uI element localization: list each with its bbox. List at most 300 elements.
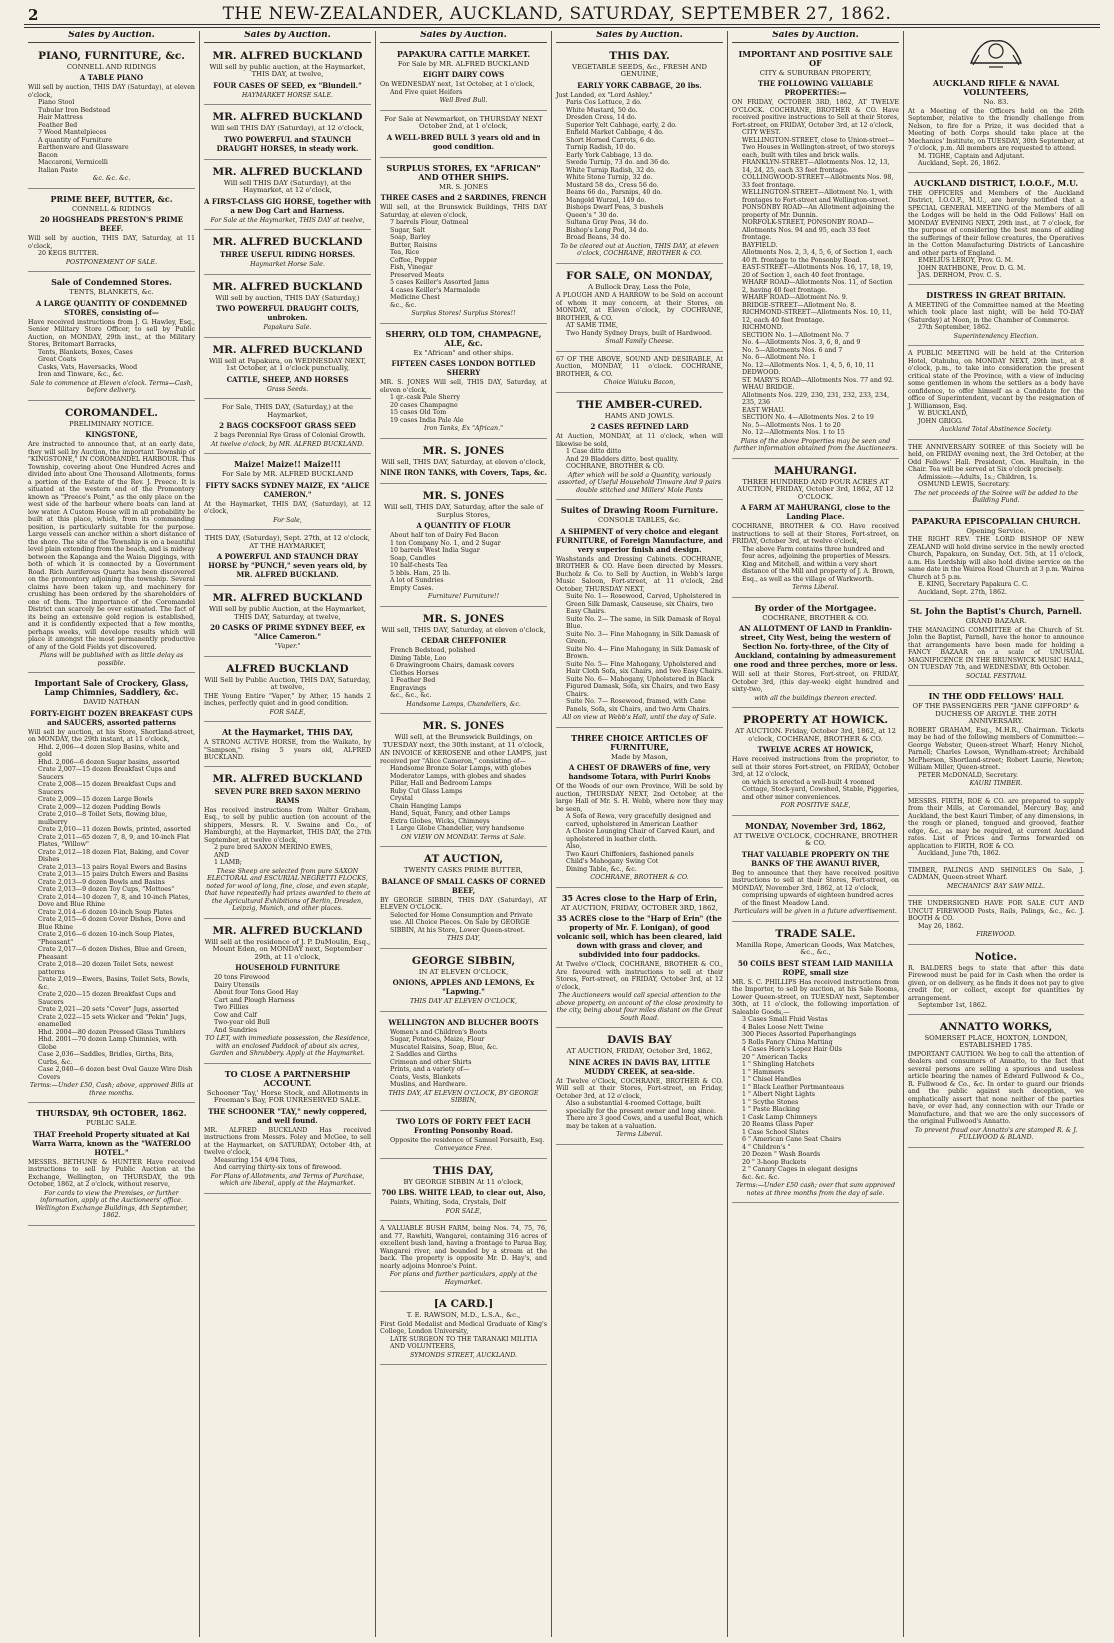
ad-heading: PRIME BEEF, BUTTER, &c. [50, 193, 173, 204]
list-item: 2 bags Perennial Rye Grass of Colonial Growth. [214, 432, 366, 439]
advertisement [556, 502, 723, 728]
list-item: Muslins, and Hardware. [390, 1081, 468, 1088]
list-item: Hand, Squat, Fancy, and other Lamps [390, 810, 511, 817]
advertisement [204, 162, 371, 231]
ad-subheading: For Sale by MR. ALFRED BUCKLAND [397, 59, 530, 68]
ad-lead: SEVEN PURE BRED SAXON MERINO RAMS [214, 786, 361, 805]
list-item: Dairy Utensils [214, 981, 260, 989]
advertisement [380, 326, 547, 439]
ad-item-list [380, 912, 547, 935]
ad-heading: MR. ALFRED BUCKLAND [212, 343, 363, 356]
list-item: Women's and Children's Boots [390, 1028, 488, 1036]
advertisement [28, 1105, 195, 1226]
ad-heading: MR. ALFRED BUCKLAND [212, 924, 363, 937]
ad-body: Washstands and Dressing Cabinets. COCHRANE, BROTHER & CO. Have been directed by Messrs. Bucholz & Co. to Sell by Auction, in Webb's large Music Saloon, Fort-street, at 11 o'clock, 2nd October, THURSDAY NEXT, [556, 555, 723, 593]
ad-body: Have received instructions from J. G. Hawley, Esq., Senior Military Store Officer, to sell by Public Auction, on MONDAY, 29th inst., at the Military Stores, Britomart Barracks, [28, 318, 195, 348]
ad-body: A PLOUGH AND A HARROW to be Sold on account of whom it may concern, at their Stores, on MONDAY, at Eleven o'clock, by COCHRANE, BROTHER, & CO. [556, 292, 723, 322]
list-item: comprising upwards of eighteen hundred acres of the finest Meadow Land. [742, 892, 894, 907]
ad-body: At Twelve o'Clock, COCHRANE, BROTHER & CO., Are favoured with instructions to sell at their Stores, Fort-street, on FRIDAY, October 3rd, at 12 o'clock, [556, 961, 723, 991]
list-item: Bishops Dwarf Peas, 3 bushels [566, 204, 664, 211]
ad-heading: 35 Acres close to the Harp of Erin, [561, 892, 718, 903]
list-item: OSMUND LEWIS, Secretary. [918, 481, 1010, 488]
list-item: White Stone Turnip, 32 do. [566, 174, 653, 181]
ad-item-list [556, 99, 723, 242]
ad-subheading: Will Sell by Public Auction, THIS DAY, Saturday, at twelve, [204, 675, 371, 691]
list-item: Enfield Market Cabbage, 4 do. [566, 129, 664, 136]
ad-item-list [380, 1199, 547, 1207]
list-item: 20 Reams Glass Paper [742, 1121, 814, 1128]
ad-body: ON FRIDAY, OCTOBER 3RD, 1862, AT TWELVE O'CLOCK. COCHRANE, BROTHER & CO. Have received positive instructions to Sell at their Stores, Fort-street, on FRIDAY, October 3rd, at 12 o'clock, [732, 99, 899, 129]
list-item: Pillar, Hall and Bedroom Lamps [390, 780, 492, 787]
ad-footer: At twelve o'clock, by MR. ALFRED BUCKLAND. [211, 440, 364, 448]
ad-lead: THE SCHOONER "TAY," newly coppered, and well found. [208, 1106, 367, 1125]
ad-subheading: HAMS AND JOWLS. [604, 411, 675, 420]
ad-lead: NINE IRON TANKS, with Covers, Taps, &c. [380, 468, 547, 477]
masthead-rule [24, 24, 1100, 25]
advertisement [380, 441, 547, 485]
list-item: WELLINGTON-STREET, close to Union-street—Two Houses in Wellington-street, of two storeys each, built with tiles and brick walls. [742, 136, 895, 159]
ad-heading: By order of the Mortgagee. [754, 602, 877, 613]
advertisement [908, 603, 1084, 686]
ad-footer: Surplus Stores! Surplus Stores!! [411, 310, 516, 317]
list-item: White Mustard, 50 do. [566, 106, 638, 114]
list-item: SECTION No. 4—Allotments Nos. 2 to 19 [742, 414, 874, 421]
ad-item-list [732, 1016, 899, 1181]
advertisement [908, 688, 1084, 794]
ad-heading: Maize! Maize!! Maize!!! [234, 459, 341, 469]
advertisement [204, 921, 371, 1064]
list-item: Dining Table, Loo [390, 654, 447, 662]
list-item: Dining Table, &c., &c. [566, 865, 637, 873]
list-item: No. 5—Allotments Nos. 1 to 20 [742, 421, 841, 429]
advertisement [28, 403, 195, 674]
list-item: Crate 2,010—8 Toilet Sets, flowing blue, mulberry [38, 811, 168, 826]
ad-footer: THIS DAY AT ELEVEN O'CLOCK, [409, 998, 517, 1005]
advertisement [28, 274, 195, 401]
advertisement [908, 348, 1084, 440]
ad-subheading: MR. S. JONES [439, 182, 488, 191]
list-item: Crate 2,013—15 pairs Dutch Ewers and Basins [38, 871, 189, 878]
ad-heading: Suites of Drawing Room Furniture. [560, 505, 719, 515]
advertisement [380, 609, 547, 715]
list-item: CITY WEST. [742, 129, 781, 136]
ad-lead: AN ALLOTMENT OF LAND in Franklin-street, City West, being the western of Section No. forty-three, of the City of Auckland, containing by admeasurement one rood and three perches, more or less. [733, 624, 898, 669]
newspaper-title: THE NEW-ZEALANDER, AUCKLAND, SATURDAY, SEPTEMBER 27, 1862. [222, 4, 892, 24]
ad-item-list [28, 349, 195, 379]
ad-lead: FIFTY SACKS SYDNEY MAIZE, EX "ALICE CAMERON." [205, 480, 370, 499]
column-1 [24, 31, 200, 1637]
ad-subheading: For Sale by MR. ALFRED BUCKLAND [221, 470, 354, 478]
ad-item-list [556, 448, 723, 471]
list-item: 1 Feather Bed [390, 677, 436, 684]
ad-subheading: Made by Mason, [610, 752, 669, 761]
advertisement [380, 1161, 547, 1222]
advertisement [908, 1017, 1084, 1148]
ad-heading: PIANO, FURNITURE, &c. [38, 49, 185, 62]
ad-body: Are instructed to announce that, at an early date, they will sell by Auction, the important Township of "KINGSTONE," IN COROMANDEL HARBOUR. This Township, covering about One Hundred Acres and divided into about One Thousand Allotments, forms a portion of the Estate of the Rev. J. Preece. It is situated at the western end of the Promontory known as "Preece's Point," as the only place on the west side of the harbour where boats can land at low water. A Custom House will in all probability be built at this place, which, from its commanding position, is particularly suitable for the purpose. Large vessels can anchor within a short distance of the shore. The site of the Township is on a beautiful level plain extending from the beach, and is midway between the Kapanga and the Waiau Diggings, with both of which it is connected by a Government Road. Rich Auriferous Quartz has been discovered on the promontory adjoining the township. Several claims have been taken up, and machinery for crushing has been ordered by the shareholders of one of them. The importance of the Coromandel District can scarcely be over estimated. The fact of its being an extensive gold region is established, and it is confidently expected that a few months, perhaps weeks, will develope results which will place it amongst the most permanently productive of any of the Gold Fields yet discovered. [28, 441, 195, 651]
ad-body: Just Landed, ex "Lord Ashley." [556, 91, 653, 99]
list-item: Selected for Home Consumption and Private use. All Choice Pieces. On Sale by GEORGE SIBBIN, At his Store, Lower Queen-street. [390, 911, 533, 934]
advertisement [908, 442, 1084, 511]
ad-body: MR. S. JONES Will sell, THIS DAY, Saturday, at eleven o'clock, [380, 379, 547, 394]
ad-heading: At the Haymarket, THIS DAY, [221, 727, 354, 737]
list-item: ST. MARY'S ROAD—Allotments Nos. 77 and 92. [742, 376, 894, 384]
list-item: Case 2,040—6 dozen best Oval Gauze Wire Dish Covers [38, 1066, 193, 1081]
ad-item-list [732, 546, 899, 584]
ad-footer: To prevent fraud our Annatto's are stamped R. & J. FULLWOOD & BLAND. [914, 1126, 1078, 1141]
list-item: Coffee, Pepper [390, 256, 438, 264]
ad-footer: For Sale at the Haymarket, THIS DAY at twelve, [210, 216, 365, 224]
column-6 [904, 31, 1088, 1637]
ad-heading: ALFRED BUCKLAND [226, 662, 349, 675]
ad-item-list [380, 765, 547, 833]
list-item: Hhd. 2001—70 dozen Lamp Chimnies, with Globe [38, 1036, 177, 1051]
ad-item-list [380, 1137, 547, 1145]
advertisement [908, 175, 1084, 285]
ad-heading: IN THE ODD FELLOWS' HALL [928, 691, 1064, 701]
ad-item-list [28, 250, 195, 258]
ad-body: At Auction, MONDAY, at 11 o'clock, when will likewise be sold, [556, 433, 723, 448]
ad-heading: AT AUCTION, [423, 853, 504, 865]
advertisement [380, 849, 547, 949]
ad-heading: SHERRY, OLD TOM, CHAMPAGNE, ALE, &c. [385, 328, 542, 348]
ad-footer: The net proceeds of the Soiree will be added to the Building Fund. [914, 489, 1078, 504]
ad-heading: AUCKLAND RIFLE & NAVAL VOLUNTEERS, [932, 78, 1060, 97]
ad-body: MR. S. C. PHILLIPS Has received instructions from the Importer, to sell by auction, at his Sale Rooms, Lower Queen-street, on TUESDAY next, September 30th, at 11 o'clock, the following importation of Saleable Goods,— [732, 978, 899, 1016]
ad-lead: A WELL-BRED BULL 3 years old and in good condition. [386, 132, 541, 151]
list-item: Opposite the residence of Samuel Forsaith, Esq. [390, 1136, 545, 1144]
list-item: Extra Globes, Wicks, Chimneys [390, 817, 490, 825]
list-item: Hhd. 2,006—4 dozen Slop Basins, white and gold [38, 743, 180, 758]
list-item: Also, [566, 843, 582, 850]
ad-lead: THREE USEFUL RIDING HORSES. [219, 250, 356, 259]
ad-heading: GEORGE SIBBIN, [411, 954, 516, 967]
list-item: NORFOLK-STREET, PONSONBY ROAD—Allotments Nos. 94 and 95, each 33 feet frontage. [742, 219, 874, 241]
list-item: Crystal [390, 795, 413, 802]
list-item: 3 Cases Small Fluid Vestas [742, 1016, 828, 1023]
list-item: No. 5—Allotments Nos. 6 and 7 [742, 346, 843, 354]
ad-heading: MR. ALFRED BUCKLAND [212, 772, 363, 785]
ad-footer: &c. &c. &c. [92, 175, 131, 182]
advertisement [204, 107, 371, 160]
list-item: 4 Cases Horn's Lopez Hair Oils [742, 1046, 842, 1053]
ad-subheading: Will sell at Papakura, on WEDNESDAY NEXT, 1st October, at 1 o'clock punctually, [208, 356, 367, 372]
list-item: Hhd. 2004—80 dozen Pressed Glass Tumblers [38, 1028, 186, 1036]
ad-body: At the Haymarket, THIS DAY, (Saturday), at 12 o'clock, [204, 500, 371, 515]
list-item: Feather Bed [38, 121, 78, 129]
list-item: 6 Drawingroom Chairs, damask covers [390, 662, 515, 669]
list-item: Crate 2,021—20 sets "Cover" Jugs, assorted [38, 1006, 179, 1013]
list-item: Hhd. 2,006—6 dozen Sugar basins, assorted [38, 758, 180, 766]
ad-lead: A CHEST OF DRAWERS of fine, very handsome Totara, with Puriri Knobs [568, 763, 711, 781]
ad-body: TIMBER, PALINGS AND SHINGLES On Sale, J. CADMAN, Queen-street Wharf. [908, 866, 1084, 881]
list-item: Two Fillies [214, 1004, 249, 1011]
ad-subheading: No. 83. [983, 98, 1009, 106]
ad-footer: "Vaper." [274, 643, 301, 650]
list-item: Bacon [38, 151, 58, 159]
ad-subheading: Will sell by auction, THIS DAY (Saturday,) [215, 293, 360, 302]
list-item: 20 cases Champagne [390, 401, 458, 409]
list-item: And 29 Bladders ditto, best quality. [566, 455, 679, 463]
ad-lead: BALANCE OF SMALL CASKS OF CORNED BEEF, [381, 876, 546, 895]
ad-subheading: Will sell THIS DAY (Saturday), at 12 o'clock, [210, 124, 365, 132]
list-item: 20 Dozen " Wash Boards [742, 1151, 821, 1158]
ad-body: Has received instructions from Walter Graham, Esq., to sell by public auction (on account of the shippers, Messrs. R. V. Swaine and Co., of Hamburgh), at the Haymarket, THIS DAY, the 27th September, at twelve o'clock, [204, 806, 371, 844]
ad-body: THE Young Entire "Vaper," by Ather, 15 hands 2 inches, perfectly quiet and in good condition. [204, 692, 371, 707]
ad-heading: [A CARD.] [433, 1298, 494, 1310]
ad-item-list [908, 153, 1084, 168]
ad-body: A PUBLIC MEETING will be held at the Criterion Hotel, Otahuhu, on MONDAY NEXT, 29th inst., at 8 o'clock, p.m., to take into consideration the present critical state of the Province, with a view of inducing some gentlemen in whom the settlers as a body have confidence, to offer himself as a Candidate for the office of Superintendent, vacant by the resignation of J. Williamson, Esq. [908, 350, 1084, 410]
advertisement [556, 730, 723, 888]
ad-lead: HOUSEHOLD FURNITURE [235, 963, 340, 972]
ad-footer: Sale to commence at Eleven o'clock. Terms—Cash, before delivery. [30, 379, 193, 394]
list-item: Turnip Radish, 10 do. [566, 144, 636, 151]
list-item: Crate 2,020—15 dozen Breakfast Cups and Saucers [38, 991, 176, 1006]
list-item: A lot of Sundries [390, 577, 444, 584]
list-item: Crate 2,019—Ewers, Basins, Toilet Sets, Bowls, &c. [38, 976, 190, 991]
ad-subheading: Will sell, at the Brunswick Buildings, on TUESDAY next, the 30th instant, at 11 o'clock, [382, 733, 545, 749]
list-item: 1 " Paste Blacking [742, 1106, 800, 1113]
ad-heading: DISTRESS IN GREAT BRITAIN. [926, 289, 1066, 300]
list-item: Great Coats [38, 356, 77, 363]
ad-footer: After which will be sold a Quantity, variously assorted, of Useful Household Tinware And 9 pairs double stitched and Millers' Mole Pants [557, 471, 722, 494]
list-item: COLLINGWOOD-STREET—Allotments Nos. 98, 33 feet frontage. [742, 174, 894, 189]
ad-item-list [28, 99, 195, 174]
list-item: No. 6—Allotment No. 1 [742, 354, 816, 361]
ad-lead: TWO POWERFUL and STAUNCH DRAUGHT HORSES, in steady work. [216, 134, 359, 153]
list-item: And carrying thirty-six tons of firewood. [214, 1164, 342, 1171]
advertisement [380, 113, 547, 158]
ad-item-list [556, 322, 723, 337]
list-item: PONSONBY ROAD—An Allotment adjoining the property of Mr. Dunnin. [742, 204, 895, 219]
list-item: &c. &c. &c. [742, 1173, 780, 1181]
list-item: Allotments Nos. 2, 3, 4, 5, 6, of Section 1, each 40 ft. frontage to the Ponsonby Road. [742, 249, 893, 264]
ad-footer: Terms:—Under £50 cash; over that sum approved notes at three months from the day of sale. [735, 1182, 896, 1197]
ad-subheading: Schooner 'Tay,' Horse Stock, and Allotments in Freeman's Bay, FOR UNRESERVED SALE. [206, 1088, 369, 1104]
ad-footer: For plans and further particulars, apply at the Haymarket. [389, 1271, 538, 1286]
ad-footer: All on view at Webb's Hall, until the day of Sale. [562, 714, 717, 721]
ad-item-list [380, 532, 547, 592]
list-item: 2 Saddles and Girths [390, 1051, 457, 1058]
ad-item-list [380, 394, 547, 424]
advertisement [732, 710, 899, 816]
ad-subheading: CONNELL AND RIDINGS [66, 62, 157, 71]
advertisement [204, 340, 371, 400]
ad-footer: FIREWOOD. [976, 931, 1016, 938]
ad-lead: 20 CASKS OF PRIME SYDNEY BEEF, ex "Alice Cameron." [210, 623, 365, 641]
ad-subheading: PUBLIC SALE. [86, 1119, 137, 1127]
list-item: Paris Cos Lettuce, 2 do. [566, 99, 642, 106]
advertisement [732, 924, 899, 1204]
advertisement [732, 46, 899, 459]
ad-item-list [204, 432, 371, 440]
ad-footer: POSTPONEMENT OF SALE. [65, 258, 158, 266]
list-item: Bishop's Long Pod, 34 do. [566, 226, 649, 234]
ad-body: At a Meeting of the Officers held on the 26th September, relative to the friendly challenge from Nelson, to fire for a Prize, it was decided that a Meeting of both Corps should take place at the Mechanics' Institute, on TUESDAY, 30th September, at 7 o'clock, p.m. All members are requested to attend. [908, 107, 1084, 152]
ad-item-list [380, 219, 547, 309]
ad-footer: Terms Liberal. [616, 1131, 663, 1138]
list-item: Sultana Gray Peas, 34 do. [566, 219, 649, 226]
column-header: Sales by Auction. [380, 31, 547, 43]
ad-footer: TO LET, with immediate possession, the Residence, with an enclosed Paddock of about six acres, Garden and Shrubbery. Apply at the Haymarket. [205, 1035, 370, 1057]
list-item: 10 barrels West India Sugar [390, 547, 480, 554]
ad-heading: MR. ALFRED BUCKLAND [212, 165, 363, 178]
ad-lead: A LARGE QUANTITY OF CONDEMNED STORES, consisting of— [35, 298, 188, 317]
ad-item-list [380, 1336, 547, 1351]
list-item: About half ton of Dairy Fed Bacon [390, 532, 499, 539]
ad-footer: Small Family Cheese. [605, 338, 674, 345]
advertisement [204, 456, 371, 530]
ad-footer: To be cleared out at Auction, THIS DAY, at eleven o'clock, COCHRANE, BROTHER & CO. [560, 242, 719, 257]
list-item: Empty Cases. [390, 584, 434, 592]
list-item: Crate 2,013—13 pairs Royal Ewers and Basins [38, 863, 187, 871]
list-item: May 26, 1862. [918, 922, 964, 930]
list-item: 4 Bales Loose Nett Twine [742, 1023, 824, 1031]
list-item: E. KING, Secretary Papakura C. C. [918, 581, 1029, 588]
ad-body: IMPORTANT CAUTION. We beg to call the attention of dealers and consumers of Annatto, to the fact that several persons are selling a spurious and useless article bearing the names of Edward Fullwood & Co., R. Fullwood & Co., &c. In order to guard our friends and the public against such deception, we emphatically assert that none neither of the parties have, or ever had, any connection with our Trade or Manufacture, and that we are the only successors of the original Fullwood's Annatto. [908, 1050, 1084, 1125]
advertisement [28, 675, 195, 1103]
list-item: 5 bbls. Ham, 25 lb. [390, 569, 451, 577]
list-item: Crate 2,009—15 dozen Large Bowls [38, 796, 153, 803]
ad-lead: FORTY-EIGHT DOZEN BREAKFAST CUPS and SAUCERS, assorted patterns [30, 708, 193, 727]
ad-item-list [732, 779, 899, 802]
advertisement [908, 75, 1084, 173]
list-item: 1 " Hammers [742, 1068, 785, 1076]
ad-heading: COROMANDEL. [65, 406, 158, 419]
advertisement [204, 532, 371, 586]
list-item: 1 Large Globe Chandelier, very handsome [390, 825, 525, 832]
list-item: Also a substantial 4-roomed Cottage, built specially for the present owner and long since. [566, 1100, 716, 1115]
list-item: Engravings [390, 684, 427, 692]
ad-footer: KAURI TIMBER. [969, 780, 1023, 787]
list-item: Case 2,036—Saddles, Bridles, Girths, Bits, Curbs, &c. [38, 1051, 174, 1066]
advertisement [556, 890, 723, 1029]
list-item: Medicine Chest [390, 294, 440, 301]
ad-subheading: Will sell at the residence of J. P. DuMoulin, Esq., Mount Eden, on MONDAY next, September 29th, at 11 o'clock, [204, 937, 371, 961]
ad-heading: MR. ALFRED BUCKLAND [212, 592, 363, 604]
ad-body: Of the Woods of our own Province, Will be sold by auction, THURSDAY NEXT, 2nd October, at the large Hall of Mr. S. H. Webb, where now they may be seen, [556, 783, 723, 813]
ad-heading: MR. ALFRED BUCKLAND [212, 280, 363, 293]
list-item: And Sundries [214, 1026, 258, 1034]
advertisement [204, 588, 371, 657]
ad-lead: THREE CASES and 2 SARDINES, FRENCH [380, 193, 547, 202]
list-item: RICHMOND-STREET—Allotments Nos. 10, 11, 12, each 40 feet frontage. [742, 309, 892, 324]
list-item: EAST-STREET—Allotments Nos. 16, 17, 18, 19, 20 of Section 1, each 40 feet frontage. [742, 264, 893, 279]
ad-footer: MECHANICS' BAY SAW MILL. [946, 882, 1046, 890]
ad-footer: Choice Waiuku Bacon, [603, 379, 676, 386]
list-item: No. 12—Allotments Nos. 1, 4, 5, 6, 10, 11 [742, 361, 875, 369]
column-3 [376, 31, 552, 1637]
list-item: 27th September, 1862. [918, 324, 992, 331]
ad-body: THE UNDERSIGNED HAVE FOR SALE CUT AND UNCUT FIREWOOD Posts, Rails, Palings, &c., &c. J. BOOTH & CO. [908, 900, 1084, 922]
advertisement [556, 354, 723, 393]
ad-heading: AUCKLAND DISTRICT, I.O.O.F., M.U. [913, 177, 1079, 188]
masthead [0, 0, 1114, 26]
ad-body: First Gold Medalist and Medical Graduate of King's College, London University, [380, 1320, 547, 1335]
ad-item-list [732, 129, 899, 437]
list-item: Soap, Candles [390, 554, 436, 562]
list-item: Allotments Nos. 229, 230, 231, 232, 233, 234, 235, 236 [742, 391, 890, 406]
ad-heading: IMPORTANT AND POSITIVE SALE OF [738, 48, 893, 68]
ad-lead: 2 BAGS COCKSFOOT GRASS SEED [219, 421, 356, 430]
ad-item-list [556, 593, 723, 713]
list-item: JOHN GRIGG. [918, 417, 963, 425]
ad-footer: COCHRANE, BROTHER & CO. [590, 874, 689, 881]
list-item: 1 ton Company No. 1, and 2 Sugar [390, 539, 501, 547]
ad-footer: Grass Seeds. [266, 385, 309, 393]
list-item: RICHMOND. [742, 324, 784, 331]
ad-subheading: AT AUCTION. Friday, October 3rd, 1862, at 12 o'clock, COCHRANE, BROTHER & CO. [735, 727, 896, 743]
ad-lead: A FARM AT MAHURANGI, close to the Landing Place. [740, 503, 891, 521]
ad-footer: with all the buildings thereon erected. [754, 694, 877, 702]
advertisement [732, 461, 899, 598]
list-item: Mangold Wurzel, 149 do. [566, 196, 647, 204]
list-item: The above Farm contains three hundred and four acres, adjoining the properties of Messrs. King and Mitchell, and within a very short distance of the Mill and property of J. A. Brown, Esq., as well as the village of Warkworth. [742, 545, 895, 583]
list-item: Two-year old Bull [214, 1019, 270, 1026]
list-item: Muscatel Raisins, Soap, Blue, &c. [390, 1043, 498, 1051]
list-item: Paints, Whiting, Soda, Crystals, Delf [390, 1199, 506, 1206]
list-item: Tubular Iron Bedstead [38, 106, 111, 114]
ad-heading: FOR SALE, ON MONDAY, [566, 269, 713, 282]
ad-footer: Plans of the above Properties may be seen and further information obtained from the Auctioneers. [733, 437, 898, 452]
list-item: Crate 2,017—6 dozen Dishes, Blue and Green, Pheasant [38, 946, 187, 961]
list-item: Crate 2,014—6 dozen 10-inch Soup Plates [38, 908, 173, 916]
ad-lead: 20 HOGSHEADS PRESTON'S PRIME BEEF. [39, 215, 184, 233]
ad-body: A STRONG ACTIVE HORSE, from the Waikato, by "Sampson," rising 5 years old, ALFRED BUCKLAND. [204, 739, 371, 761]
advertisement [556, 1030, 723, 1145]
ad-item-list [28, 744, 195, 1082]
list-item: AT SAME TIME, [566, 322, 619, 329]
ad-footer: Papakura Sale. [263, 324, 312, 331]
list-item: Butter, Raisins [390, 241, 437, 249]
ad-subheading: Will sell, THIS DAY, Saturday, at eleven o'clock, [381, 457, 546, 466]
ad-item-list [908, 474, 1084, 489]
masthead-rule-inner [24, 27, 1100, 28]
advertisement [380, 46, 547, 111]
list-item: 1 " Shingling Hatchets [742, 1061, 815, 1068]
advertisement [380, 486, 547, 607]
ad-heading: MR. S. JONES [422, 612, 505, 625]
list-item: Suite No. 3— Fine Mahogany, in Silk Damask of Green. [566, 630, 719, 645]
list-item: Crate 2,011—65 dozen 7, 8, 9, and 10-inch Flat Plates, "Willow" [38, 833, 190, 848]
ad-subheading: CONNELL & RIDINGS [72, 204, 151, 213]
ad-heading: St. John the Baptist's Church, Parnell. [910, 606, 1082, 616]
ad-lead: KINGSTONE, [85, 430, 138, 439]
ad-lead: FOUR CASES OF SEED, ex "Blundell." [213, 80, 362, 90]
list-item: Sugar, Salt [390, 226, 426, 234]
list-item: Superior Yelt Cabbage, early, 2 do. [566, 121, 677, 129]
ad-item-list [732, 892, 899, 907]
list-item: Fish, Vinegar [390, 264, 433, 271]
list-item: Chain Hanging Lamps [390, 802, 462, 810]
advertisement [204, 659, 371, 723]
ad-lead: CEDAR CHEFFONIER [420, 636, 507, 645]
ad-item-list [556, 1100, 723, 1130]
list-item: Swede Turnip, 73 do. and 36 do. [566, 159, 670, 166]
advertisement [380, 951, 547, 1012]
ad-lead: TWO POWERFUL DRAUGHT COLTS, unbroken. [216, 304, 359, 322]
ad-item-list [908, 923, 1084, 931]
ad-body: A MEETING of the Committee named at the Meeting which took place last night, will be held TO-DAY (Saturday) at Noon, in the Chamber of Commerce. [908, 301, 1084, 324]
ad-footer: Superintendency Election. [953, 332, 1039, 340]
ad-footer: Iron Tanks, Ex "African." [424, 425, 503, 432]
ad-footer: Particulars will be given in a future advertisement. [734, 908, 897, 915]
ad-body: Will sell by auction, at his Store, Shortland-street, on MONDAY, the 29th instant, at 11 o'clock, [28, 728, 195, 743]
ad-heading: PROPERTY AT HOWICK. [742, 714, 889, 726]
list-item: Ruby Cut Glass Lamps [390, 787, 463, 795]
ad-lead: 35 ACRES close to the "Harp of Erin" (the property of Mr. F. Lonigan), of good volcanic soil, which has been cleared, laid down with grass and clover, and subdivided into four paddocks. [557, 914, 722, 959]
list-item: JOHN RATHBONE, Prov. D. G. M. [918, 264, 1026, 272]
